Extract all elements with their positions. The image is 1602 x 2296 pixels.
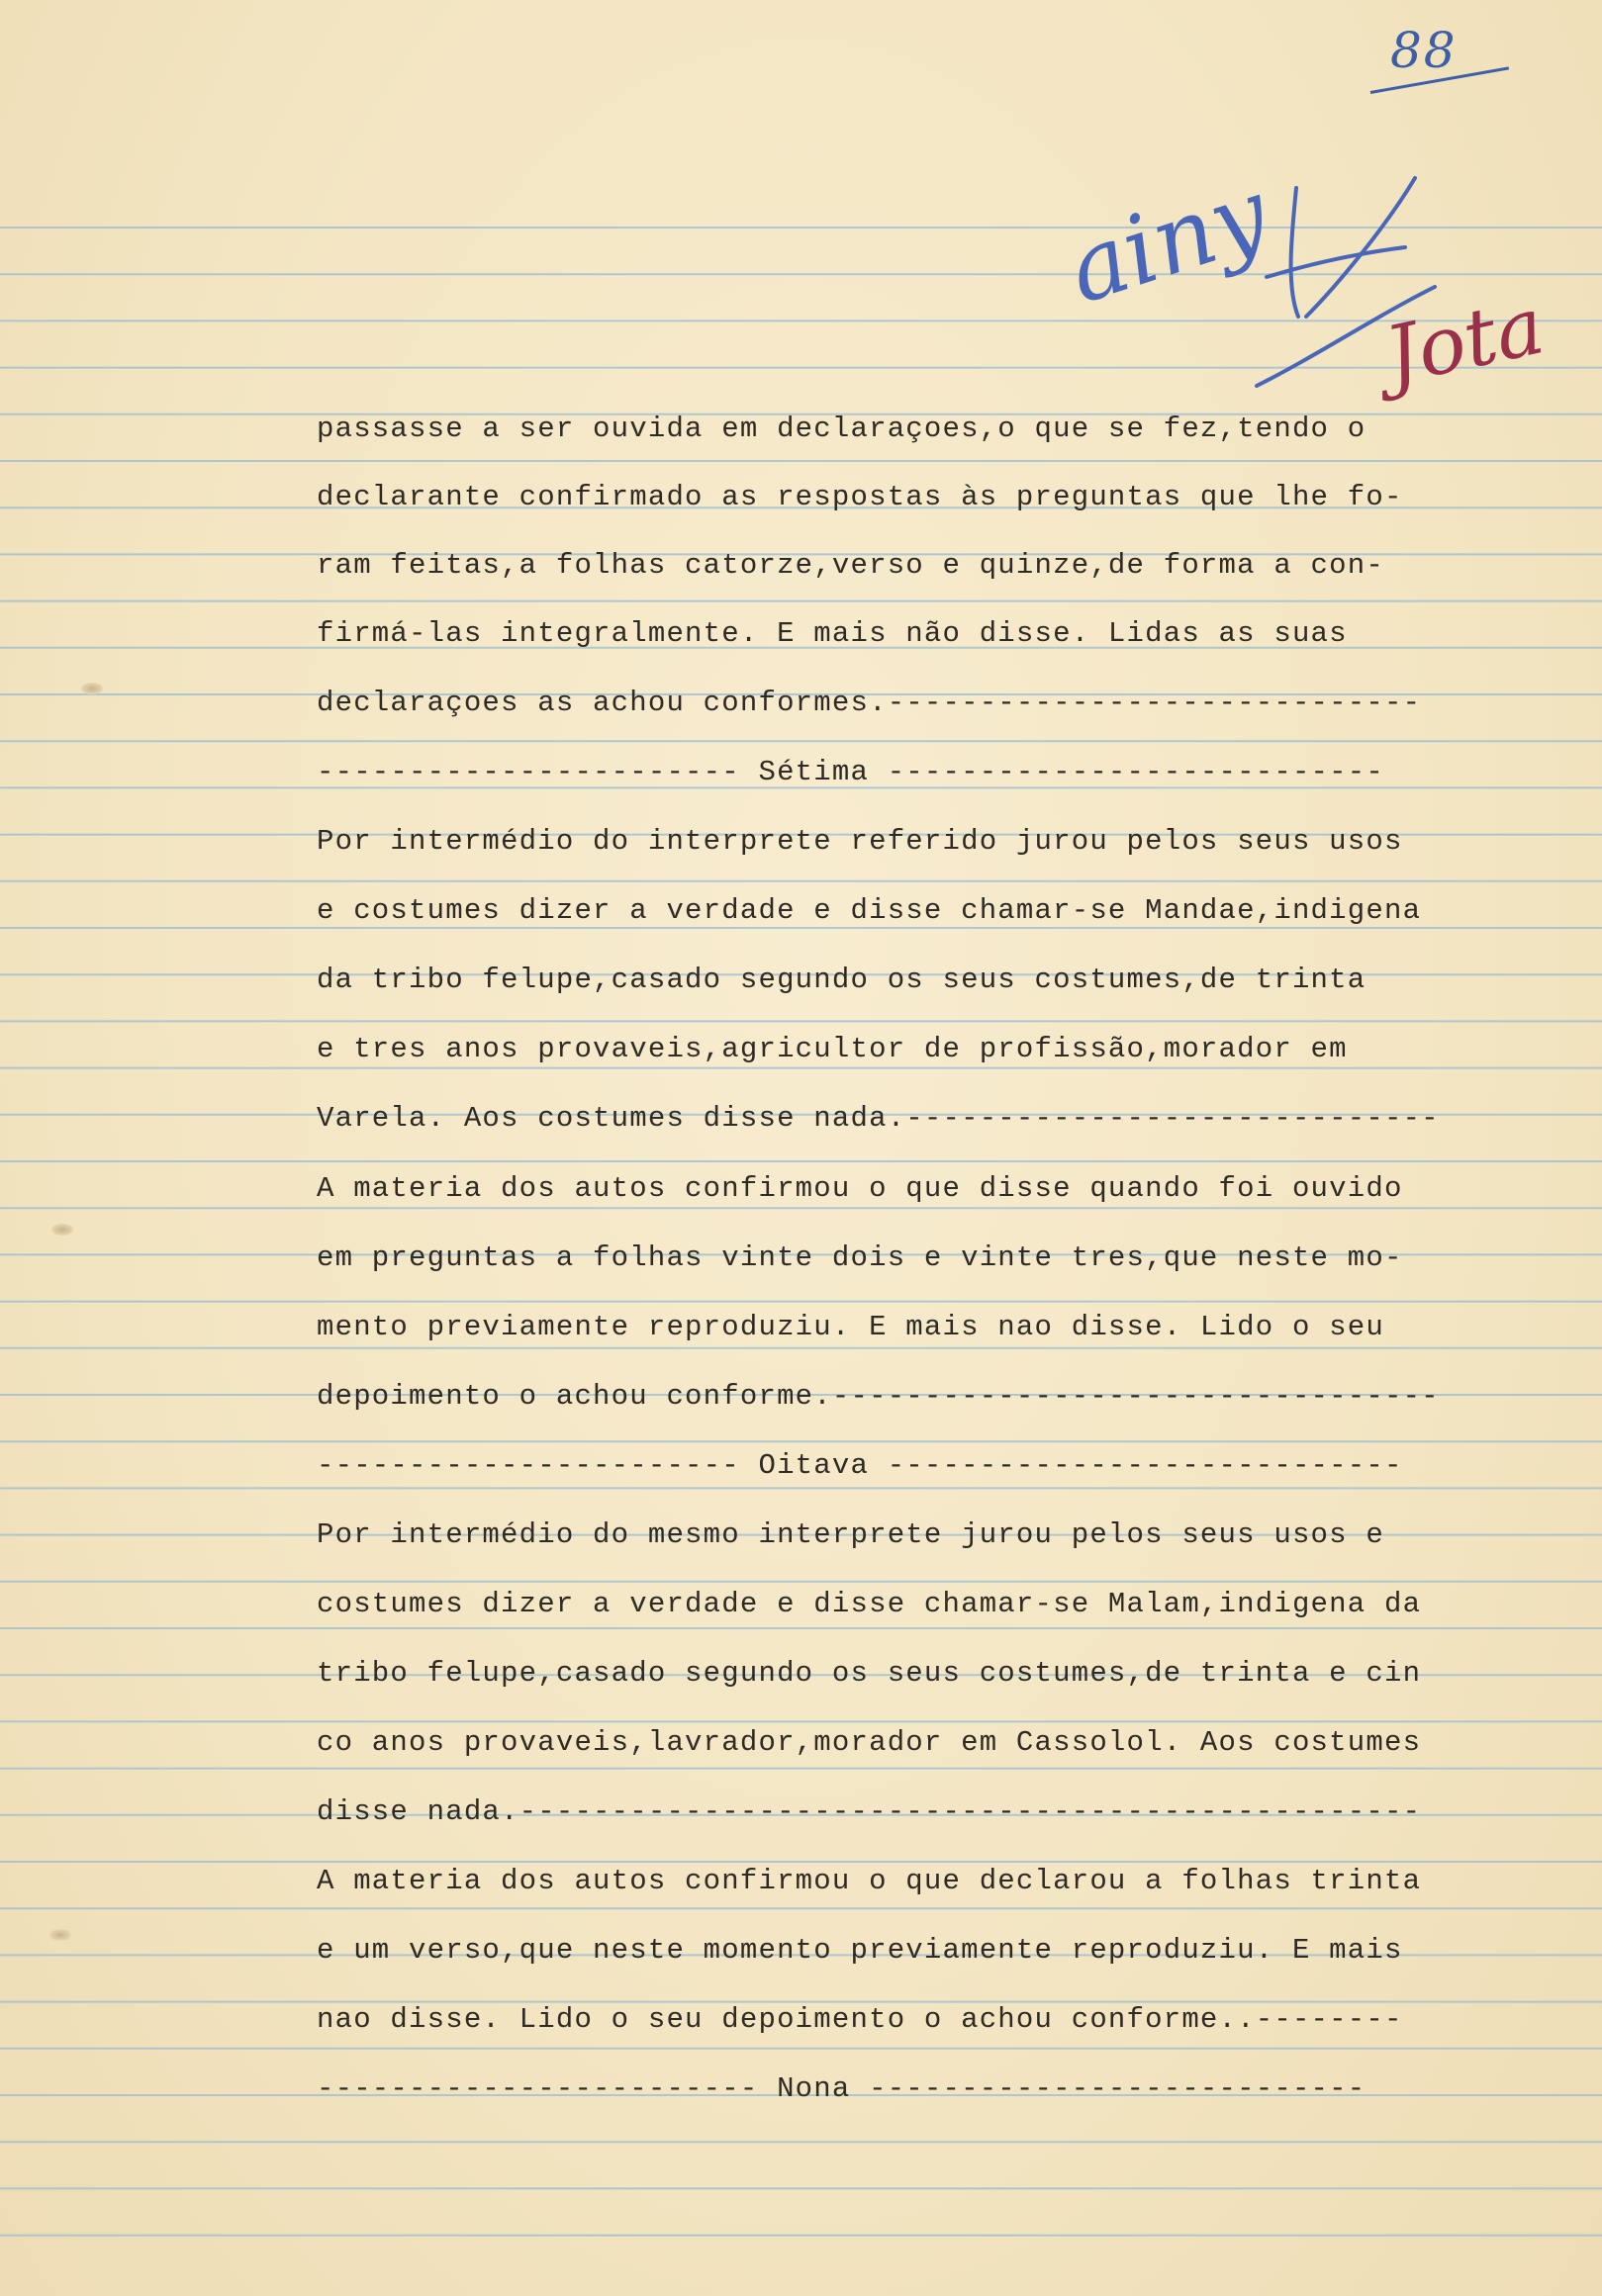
text-line: Varela. Aos costumes disse nada.----------------------------- xyxy=(317,1102,1440,1135)
folio-number: 88 xyxy=(1390,22,1458,79)
text-line: declarante confirmado as respostas às preguntas que lhe fo- xyxy=(317,481,1403,513)
text-line: da tribo felupe,casado segundo os seus costumes,de trinta xyxy=(317,964,1366,996)
text-line: A materia dos autos confirmou o que disse quando foi ouvido xyxy=(317,1172,1403,1205)
text-line: passasse a ser ouvida em declaraçoes,o que se fez,tendo o xyxy=(317,413,1366,445)
text-line: ----------------------- Sétima --------------------------- xyxy=(317,756,1384,788)
text-line: Por intermédio do mesmo interprete jurou pelos seus usos e xyxy=(317,1518,1384,1551)
punch-hole xyxy=(81,683,103,694)
text-line: ------------------------ Nona --------------------------- xyxy=(317,2072,1366,2105)
text-line: ram feitas,a folhas catorze,verso e quinze,de forma a con- xyxy=(317,549,1384,582)
text-line: em preguntas a folhas vinte dois e vinte tres,que neste mo- xyxy=(317,1241,1403,1274)
signature-purple: Jota xyxy=(1377,279,1552,403)
text-line: nao disse. Lido o seu depoimento o achou conforme..-------- xyxy=(317,2003,1403,2036)
signature-blue: ainy xyxy=(1054,157,1281,325)
text-line: tribo felupe,casado segundo os seus costumes,de trinta e cin xyxy=(317,1657,1422,1690)
text-line: costumes dizer a verdade e disse chamar-se Malam,indigena da xyxy=(317,1588,1422,1620)
text-line: A materia dos autos confirmou o que declarou a folhas trinta xyxy=(317,1865,1422,1897)
text-line: depoimento o achou conforme.--------------------------------- xyxy=(317,1380,1440,1413)
text-line: e um verso,que neste momento previamente reproduziu. E mais xyxy=(317,1934,1403,1967)
punch-hole xyxy=(49,1929,71,1941)
text-line: firmá-las integralmente. E mais não disse. Lidas as suas xyxy=(317,617,1348,650)
text-line: e costumes dizer a verdade e disse chamar-se Mandae,indigena xyxy=(317,894,1422,927)
text-line: Por intermédio do interprete referido jurou pelos seus usos xyxy=(317,825,1403,858)
text-line: disse nada.------------------------------------------------- xyxy=(317,1795,1422,1828)
text-line: ----------------------- Oitava ---------------------------- xyxy=(317,1449,1403,1482)
text-line: declaraçoes as achou conformes.----------------------------- xyxy=(317,687,1422,719)
text-line: e tres anos provaveis,agricultor de profissão,morador em xyxy=(317,1033,1348,1065)
text-line: co anos provaveis,lavrador,morador em Cassolol. Aos costumes xyxy=(317,1726,1422,1759)
punch-hole xyxy=(51,1224,73,1236)
text-line: mento previamente reproduziu. E mais nao disse. Lido o seu xyxy=(317,1311,1384,1343)
